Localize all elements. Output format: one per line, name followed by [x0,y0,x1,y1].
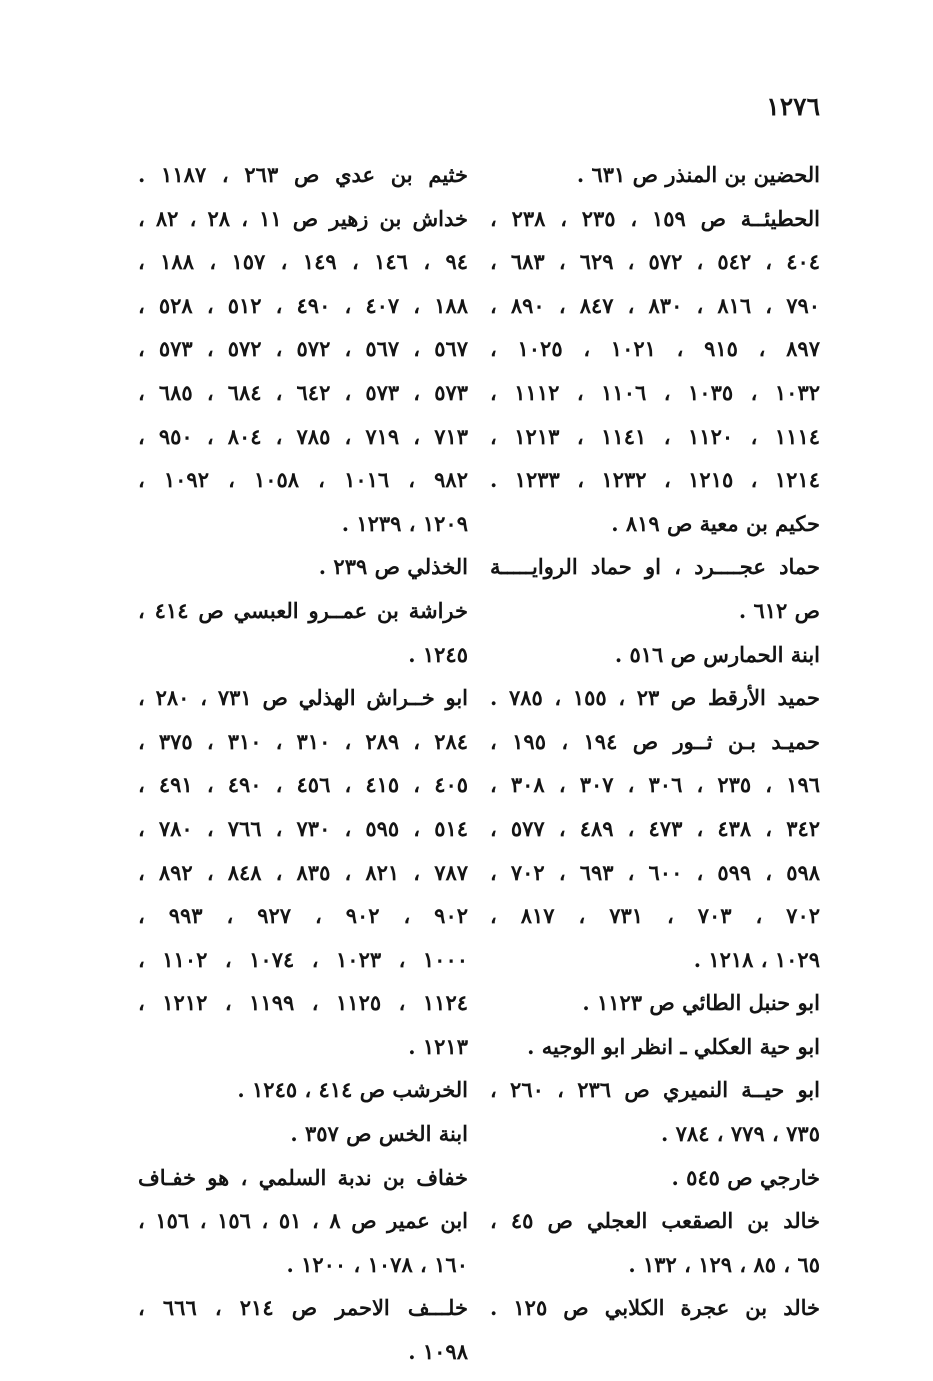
index-line: خلـــف الاحمر ص ٢١٤ ، ٦٦٦ ، [138,1295,468,1321]
index-line: ٣٤٢ ، ٤٣٨ ، ٤٧٣ ، ٤٨٩ ، ٥٧٧ ، [490,815,820,841]
index-line: الحطيئــة ص ١٥٩ ، ٢٣٥ ، ٢٣٨ ، [490,205,820,231]
index-line: ١٠٣٢ ، ١٠٣٥ ، ١١٠٦ ، ١١١٢ ، [490,379,820,405]
index-line: حميـد بـن ثــور ص ١٩٤ ، ١٩٥ ، [490,728,820,754]
index-line: ٢٨٤ ، ٢٨٩ ، ٣١٠ ، ٣١٠ ، ٣٧٥ ، [138,728,468,754]
index-line: ٧٨٧ ، ٨٢١ ، ٨٣٥ ، ٨٤٨ ، ٨٩٢ ، [138,859,468,885]
index-line: ١٨٨ ، ٤٠٧ ، ٤٩٠ ، ٥١٢ ، ٥٢٨ ، [138,292,468,318]
index-line: ٥٩٨ ، ٥٩٩ ، ٦٠٠ ، ٦٩٣ ، ٧٠٢ ، [490,859,820,885]
index-line: خفاف بن ندبة السلمي ، هو خفـاف [138,1164,468,1190]
index-line: ٧١٣ ، ٧١٩ ، ٧٨٥ ، ٨٠٤ ، ٩٥٠ ، [138,423,468,449]
index-line: الخرشب ص ٤١٤ ، ١٢٤٥ . [237,1077,468,1103]
index-line: خراشة بن عمــرو العبسي ص ٤١٤ ، [138,597,468,623]
index-line: ٧٩٠ ، ٨١٦ ، ٨٣٠ ، ٨٤٧ ، ٨٩٠ ، [490,292,820,318]
index-line: ابو حنبل الطائي ص ١١٢٣ . [582,990,820,1016]
index-line: ابنة الخس ص ٣٥٧ . [290,1121,468,1147]
index-line: ابو حيــة النميري ص ٢٣٦ ، ٢٦٠ ، [490,1077,820,1103]
index-line: ٨٩٧ ، ٩١٥ ، ١٠٢١ ، ١٠٢٥ ، [490,336,820,362]
index-line: ١٦٠ ، ١٠٧٨ ، ١٢٠٠ . [286,1251,468,1277]
index-line: ٤٠٤ ، ٥٤٢ ، ٥٧٢ ، ٦٢٩ ، ٦٨٣ ، [490,249,820,275]
index-line: ٥٦٧ ، ٥٦٧ ، ٥٧٢ ، ٥٧٢ ، ٥٧٣ ، [138,336,468,362]
index-line: خثيم بن عدي ص ٢٦٣ ، ١١٨٧ . [138,162,468,187]
index-line: ابن عمير ص ٨ ، ٥١ ، ١٥٦ ، ١٥٦ ، [138,1208,468,1234]
index-line: خداش بن زهير ص ١١ ، ٢٨ ، ٨٢ ، [138,205,468,231]
index-line: ص ٦١٢ . [738,597,820,623]
index-line: ١٩٦ ، ٢٣٥ ، ٣٠٦ ، ٣٠٧ ، ٣٠٨ ، [490,772,820,798]
index-line: ١٢٠٩ ، ١٢٣٩ . [341,510,468,536]
index-line: ٤٠٥ ، ٤١٥ ، ٤٥٦ ، ٤٩٠ ، ٤٩١ ، [138,772,468,798]
index-column-left [138,153,468,1374]
index-line: ١٢١٣ . [408,1033,468,1059]
index-line: خارجي ص ٥٤٥ . [671,1164,820,1190]
index-line: ١١٢٤ ، ١١٢٥ ، ١١٩٩ ، ١٢١٢ ، [138,990,468,1016]
index-line: ٥١٤ ، ٥٩٥ ، ٧٣٠ ، ٧٦٦ ، ٧٨٠ ، [138,815,468,841]
index-line: ٩٠٢ ، ٩٠٢ ، ٩٢٧ ، ٩٩٣ ، [138,903,468,929]
index-line: ١٢٤٥ . [408,641,468,667]
index-column-right [490,153,820,1330]
index-line: الحضين بن المنذر ص ٦٣١ . [576,162,820,187]
index-line: حكيم بن معية ص ٨١٩ . [611,510,820,536]
index-line: ١٠٢٩ ، ١٢١٨ . [693,946,820,972]
index-line: ١٠٩٨ . [408,1339,468,1365]
index-line: خالد بن الصقعب العجلي ص ٤٥ ، [490,1208,820,1234]
index-line: ١٠٠٠ ، ١٠٢٣ ، ١٠٧٤ ، ١١٠٢ ، [138,946,468,972]
index-line: ٩٤ ، ١٤٦ ، ١٤٩ ، ١٥٧ ، ١٨٨ ، [138,249,468,275]
index-line: ٧٠٢ ، ٧٠٣ ، ٧٣١ ، ٨١٧ ، [490,903,820,929]
index-line: ابنة الحمارس ص ٥١٦ . [614,641,820,667]
index-line: ٩٨٢ ، ١٠١٦ ، ١٠٥٨ ، ١٠٩٢ ، [138,467,468,493]
index-line: ٦٥ ، ٨٥ ، ١٢٩ ، ١٣٢ . [628,1251,820,1277]
index-line: ١١١٤ ، ١١٢٠ ، ١١٤١ ، ١٢١٣ ، [490,423,820,449]
index-line: حماد عجــــرد ، او حماد الروايـــــة [490,554,820,580]
index-line: ابو خــراش الهذلي ص ٧٣١ ، ٢٨٠ ، [138,685,468,711]
index-line: ٥٧٣ ، ٥٧٣ ، ٦٤٢ ، ٦٨٤ ، ٦٨٥ ، [138,379,468,405]
page-number: ١٢٧٦ [766,92,820,121]
index-line: ابو حية العكلي ـ انظر ابو الوجيه . [527,1033,820,1059]
index-line: ١٢١٤ ، ١٢١٥ ، ١٢٣٢ ، ١٢٣٣ . [490,467,820,493]
index-line: خالد بن عجرة الكلابي ص ١٢٥ . [490,1295,820,1321]
index-line: حميد الأرقط ص ٢٣ ، ١٥٥ ، ٧٨٥ . [490,685,820,711]
index-line: الخذلي ص ٢٣٩ . [318,554,468,580]
index-line: ٧٣٥ ، ٧٧٩ ، ٧٨٤ . [661,1121,820,1147]
